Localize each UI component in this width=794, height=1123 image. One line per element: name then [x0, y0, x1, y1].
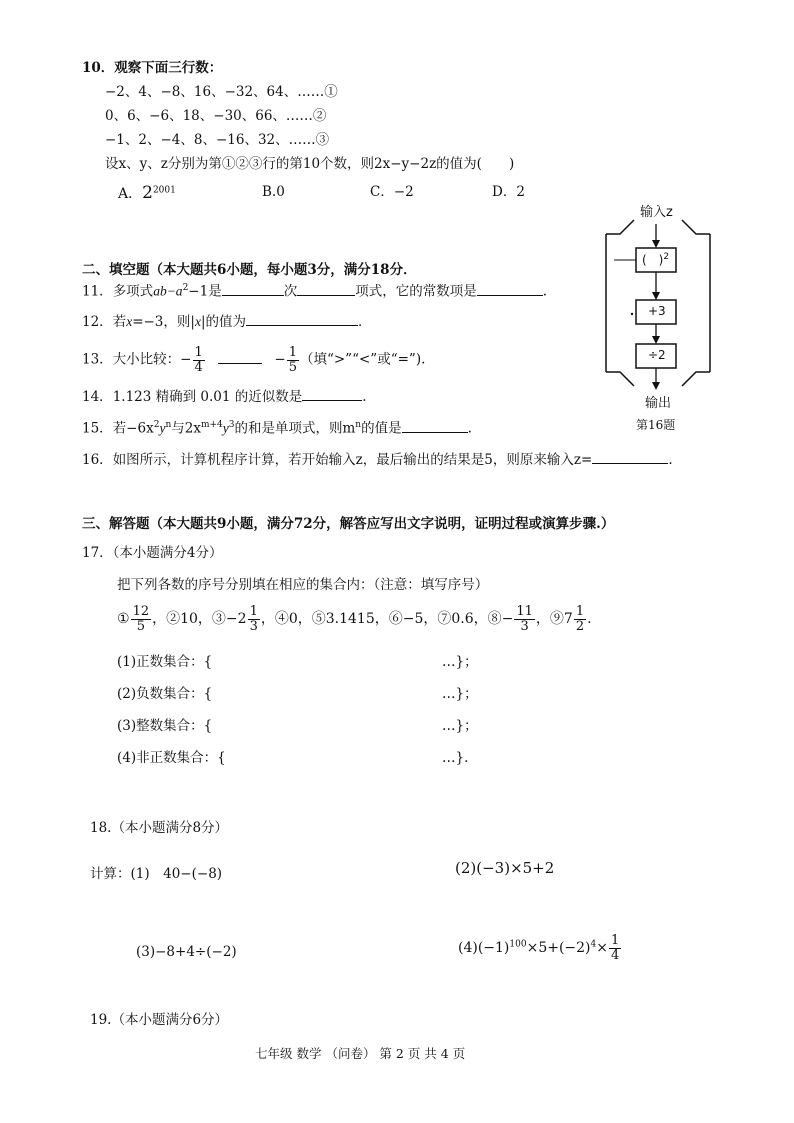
- q10-row3: −1、2、−4、8、−16、32、……③: [105, 132, 330, 148]
- q17-set-positive-end: …}；: [442, 654, 478, 670]
- flowchart-divide2-box: ÷2: [648, 348, 666, 362]
- q10-option-a: A．$2^{2001}$: [118, 183, 176, 203]
- q17-set-nonpositive-end: …}.: [442, 750, 469, 766]
- q16: 16．如图所示，计算机程序计算，若开始输入z，最后输出的结果是5，则原来输入z= .: [82, 452, 673, 468]
- flowchart-add3-box: +3: [648, 304, 666, 318]
- q17-instruction: 把下列各数的序号分别填在相应的集合内：（注意：填写序号）: [117, 577, 489, 593]
- flowchart-input-label: 输入z: [640, 205, 673, 220]
- q18-title: 18.（本小题满分8分）: [90, 820, 229, 836]
- q17-set-integer-end: …}；: [442, 718, 478, 734]
- q11: 11．多项式$ab-a^2-1$是 次 项式，它的常数项是 .: [82, 283, 547, 300]
- flowchart-caption: 第16题: [636, 418, 676, 432]
- q10-row1: −2、4、−8、16、−32、64、……①: [105, 84, 338, 100]
- q10-row2: 0、6、−6、18、−30、66、……②: [105, 108, 327, 124]
- q18-part2: (2)(−3)×5+2: [455, 859, 555, 877]
- q17-set-positive: (1)正数集合：{: [117, 654, 213, 670]
- q17-title: 17．（本小题满分4分）: [82, 545, 223, 561]
- q18-part1: 计算：(1) 40−(−8): [90, 866, 223, 882]
- q10-option-b: B.0: [262, 184, 285, 200]
- q17-set-negative-end: …}；: [442, 686, 478, 702]
- q10-stem: 设x、y、z分别为第①②③行的第10个数，则2x−y−2z的值为( ): [105, 156, 515, 172]
- q18-part4: $(4)(-1)^{100}\times 5+(-2)^4\times$ $\frac{1}{4}$: [458, 933, 620, 963]
- flowchart-output-label: 输出: [645, 396, 672, 411]
- q18-part3: (3)−8+4÷(−2): [136, 944, 237, 960]
- q17-set-negative: (2)负数集合：{: [117, 686, 213, 702]
- q17-set-integer: (3)整数集合：{: [117, 718, 213, 734]
- q12: 12．若x=−3，则|x|的值为 ．: [82, 314, 372, 330]
- flowchart-diagram: [598, 204, 718, 400]
- q17-number-list: ① $\frac{12}{5}$ ，②10，③−2 $\frac{1}{3}$ ，④0，⑤3.1415，⑥−5，⑦0.6，⑧− $\frac{11}{3}$ ，⑨7 $\frac{1}{2}$ .: [117, 604, 592, 634]
- q19-title: 19.（本小题满分6分）: [90, 1012, 229, 1028]
- q10-title: 10．观察下面三行数：: [82, 60, 223, 76]
- flowchart-square-box: ( )$^2$: [642, 252, 670, 267]
- q14: 14．1.123 精确到 0.01 的近似数是 .: [82, 389, 367, 405]
- q10-option-d: D．2: [492, 184, 525, 200]
- section3-header: 三、解答题（本大题共9小题，满分72分，解答应写出文字说明，证明过程或演算步骤.）: [82, 516, 615, 532]
- section2-header: 二、填空题（本大题共6小题，每小题3分，满分18分．: [82, 262, 417, 278]
- q17-set-nonpositive: (4)非正数集合：{: [117, 750, 226, 766]
- q15: 15．若$-6x^2y^n$与$2x^{m+4}y^3$的和是单项式，则$m^n$的值是 .: [82, 420, 472, 437]
- page-footer: 七年级 数学 （问卷） 第 2 页 共 4 页: [255, 1046, 466, 1061]
- q13: 13．大小比较：− $\frac{1}{4}$ − $\frac{1}{5}$ （填“>”“<”或“=”).: [82, 345, 426, 375]
- q10-option-c: C．−2: [370, 184, 414, 200]
